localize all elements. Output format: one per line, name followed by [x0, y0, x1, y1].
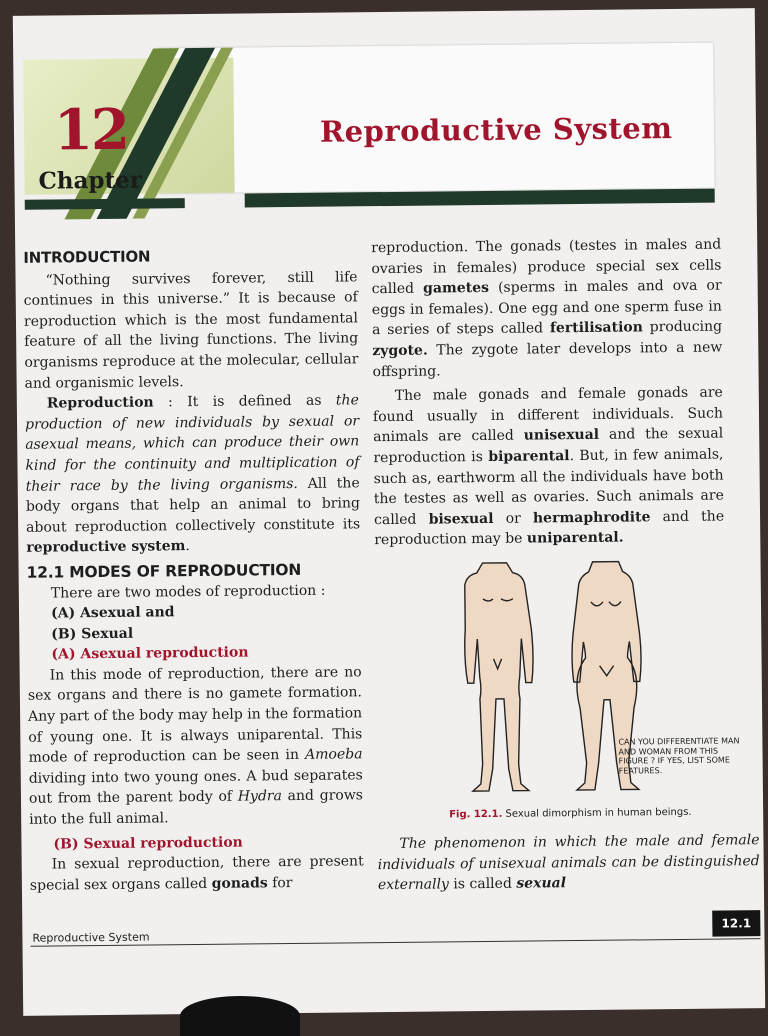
list-intro: There are two modes of reproduction : — [50, 582, 326, 602]
term: reproductive system — [26, 538, 186, 557]
term: Reproduction — [46, 394, 154, 412]
page-number: 12.1 — [712, 910, 760, 937]
text-run: The male gonads and female gonads are found usually in different individuals. Such animals are called — [372, 384, 724, 446]
right-column — [371, 235, 724, 552]
text-run: The zygote later develops into a new offspring. — [372, 339, 723, 380]
book-page — [13, 8, 765, 1016]
text-run: dividing into two young ones. A bud separates out from the parent body of — [28, 767, 363, 808]
banner-bar — [25, 198, 185, 210]
text-run: (sperms in males and ova or eggs in females). One egg and one sperm fuse in a series of steps called — [371, 277, 722, 339]
term: zygote. — [372, 342, 428, 360]
chapter-label: Chapter — [38, 166, 143, 195]
chapter-title: Reproductive System — [319, 111, 673, 149]
asexual-paragraph — [28, 662, 364, 830]
species-name: Amoeba — [305, 746, 363, 764]
text-run: for — [267, 874, 293, 892]
male-figure — [464, 563, 535, 792]
reproduction-definition — [25, 390, 361, 558]
section-heading: INTRODUCTION — [23, 247, 151, 267]
subsection-heading: (A) Asexual reproduction — [51, 644, 249, 663]
text-run: and the reproduction may be — [374, 508, 725, 549]
term: bisexual — [428, 510, 494, 528]
list-item: (B) Sexual — [51, 625, 134, 643]
subsection-heading: (B) Sexual reproduction — [53, 834, 243, 853]
sexual-dimorphism-paragraph — [377, 830, 760, 896]
term: gametes — [423, 280, 490, 297]
caption-text: Sexual dimorphism in human beings. — [502, 806, 692, 820]
chapter-number: 12 — [53, 96, 129, 164]
text-run: In sexual reproduction, there are present special sex organs called — [29, 853, 364, 894]
hand-shadow — [180, 996, 300, 1036]
intro-paragraph: “Nothing survives forever, still life continues in this universe.” It is because of reproduction which is the most fundamental feature of all the living functions. The living organisms reproduce at the molecular, cellular and organismic levels. — [23, 268, 359, 392]
term: uniparental. — [526, 529, 624, 547]
text-run: is called — [448, 875, 517, 893]
chapter-banner — [23, 43, 715, 208]
figure-note: CAN YOU DIFFERENTIATE MAN AND WOMAN FROM THIS FIGURE ? IF YES, LIST SOME FEATURES. — [618, 736, 740, 776]
list-item: (A) Asexual and — [50, 604, 175, 622]
figure-caption — [449, 806, 759, 820]
text-run: All the body organs that help an animal to bring about reproduction collectively constitute its — [25, 474, 361, 536]
section-heading: 12.1 MODES OF REPRODUCTION — [26, 560, 302, 582]
text-run: or — [493, 510, 534, 527]
term: biparental — [488, 448, 570, 465]
text-run: . But, in few animals, such as, earthworm all the individuals have both the testes as well as ovaries. Such animals are called — [373, 446, 724, 528]
sexual-paragraph — [30, 852, 364, 897]
text-run: . — [185, 538, 190, 555]
footer-section-title: Reproductive System — [32, 930, 150, 945]
text-run: In this mode of reproduction, there are no sex organs and there is no gamete formation. Any part of the body may help in the formation of young one. It is always uniparental. This mode of reproduction can be seen in — [27, 664, 363, 767]
text-run: producing — [642, 318, 723, 336]
text-run: : It is defined as — [153, 392, 336, 411]
text-run: The phenomenon in which the male and female individuals of unisexual animals can be distinguished externally — [377, 832, 760, 894]
unisexual-paragraph — [373, 383, 725, 551]
text-run: and grows into the full animal. — [29, 787, 364, 828]
term: unisexual — [523, 427, 600, 444]
term: sexual — [516, 875, 567, 892]
species-name: Hydra — [237, 788, 282, 806]
text-run: reproduction. The gonads (testes in males and ovaries in females) produce special sex cells called — [371, 236, 722, 298]
left-column — [23, 244, 364, 896]
text-run: and the sexual reproduction is — [373, 425, 724, 467]
definition-italic: the production of new individuals by sexual or asexual means, which can produce their own kind for the continuity and multiplication of their race by the living organisms. — [24, 392, 360, 495]
figure-sexual-dimorphism — [427, 556, 760, 829]
term: gonads — [211, 875, 268, 892]
term: hermaphrodite — [532, 508, 651, 527]
term: fertilisation — [549, 319, 643, 337]
paragraph — [377, 830, 760, 896]
gonads-paragraph — [371, 235, 722, 383]
figure-label: Fig. 12.1. — [449, 808, 503, 821]
